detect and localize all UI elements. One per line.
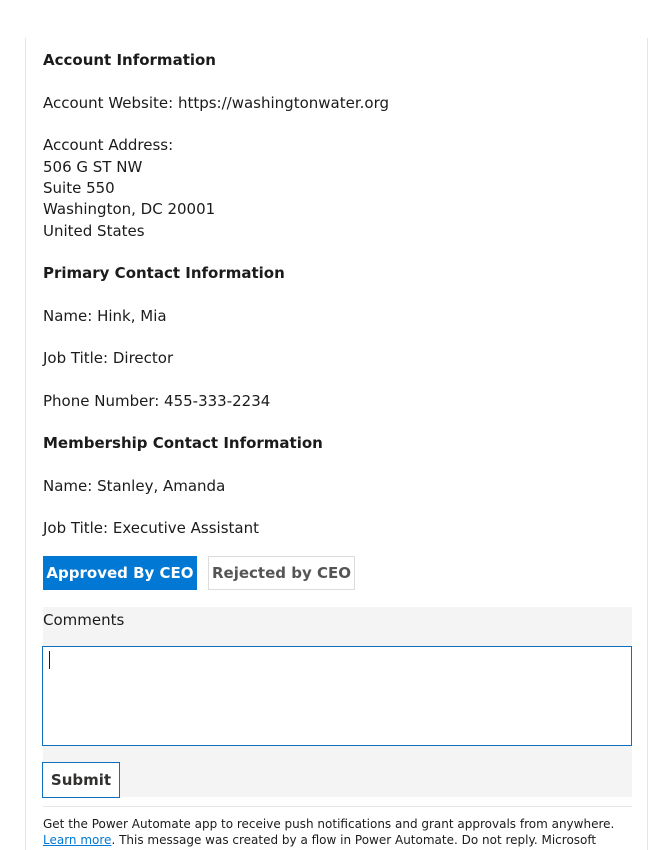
primary-contact-heading: Primary Contact Information bbox=[43, 264, 285, 282]
account-address-line2: Suite 550 bbox=[43, 179, 115, 197]
primary-contact-phone: Phone Number: 455-333-2234 bbox=[43, 392, 271, 410]
approve-button[interactable]: Approved By CEO bbox=[43, 556, 197, 590]
footer-line2-rest: . This message was created by a flow in Power Automate. Do not reply. Microsoft bbox=[111, 833, 597, 847]
text-cursor bbox=[49, 651, 50, 669]
membership-contact-name: Name: Stanley, Amanda bbox=[43, 477, 226, 495]
footer-text bbox=[43, 816, 632, 848]
primary-contact-job-title: Job Title: Director bbox=[43, 349, 174, 367]
comments-label: Comments bbox=[43, 611, 125, 629]
account-address-line3: Washington, DC 20001 bbox=[43, 200, 216, 218]
account-address-line1: 506 G ST NW bbox=[43, 157, 143, 176]
account-website: Account Website: https://washingtonwater.org bbox=[43, 94, 389, 112]
footer-divider bbox=[43, 806, 632, 807]
account-info-heading: Account Information bbox=[43, 51, 216, 69]
submit-button[interactable]: Submit bbox=[42, 762, 120, 798]
footer-line2 bbox=[43, 832, 632, 848]
account-address-label: Account Address: bbox=[43, 136, 174, 154]
reject-button[interactable]: Rejected by CEO bbox=[208, 556, 355, 590]
membership-contact-job-title: Job Title: Executive Assistant bbox=[43, 519, 259, 537]
account-address-line4: United States bbox=[43, 221, 145, 240]
learn-more-link[interactable]: Learn more bbox=[43, 833, 112, 847]
comments-input[interactable] bbox=[42, 646, 632, 746]
membership-contact-heading: Membership Contact Information bbox=[43, 434, 323, 452]
primary-contact-name: Name: Hink, Mia bbox=[43, 307, 167, 325]
footer-line1: Get the Power Automate app to receive push notifications and grant approvals from anywhere. bbox=[43, 817, 615, 831]
